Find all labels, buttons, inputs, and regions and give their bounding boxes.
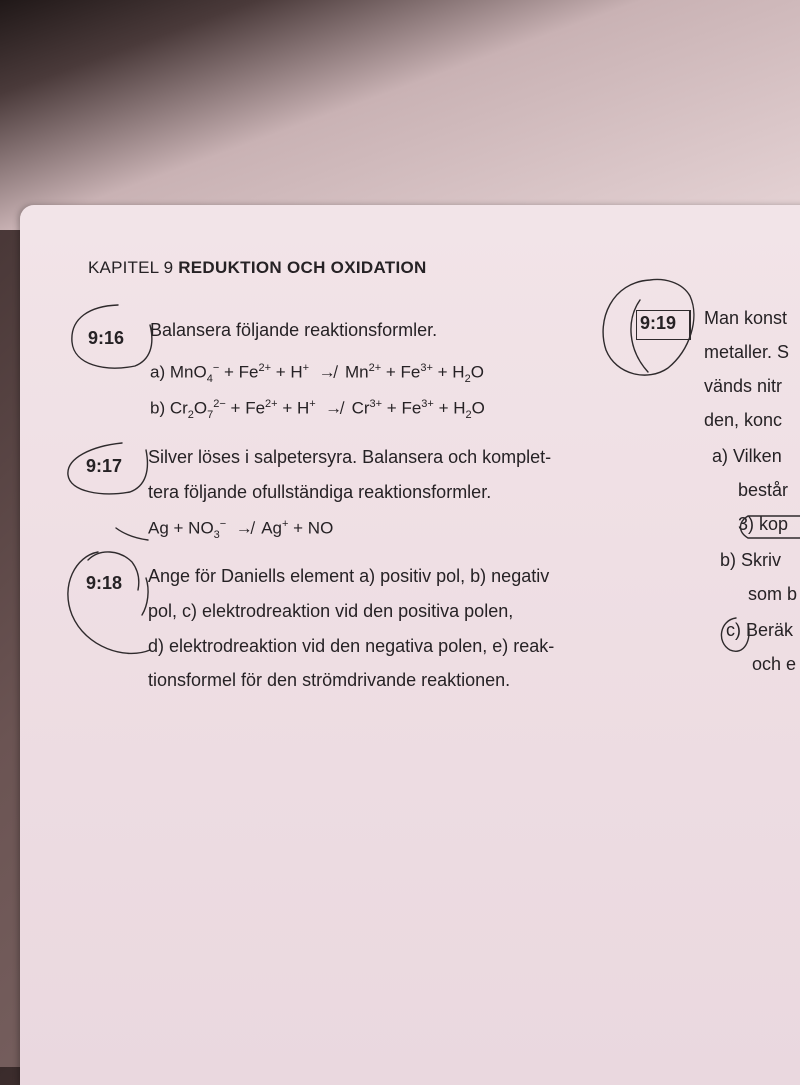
- exercise-919-line2: metaller. S: [704, 342, 789, 363]
- equation-916b: b) $Cr_2O_7^{2-} + Fe^{2+} + H^+$ ↛ $Cr^{3+} + Fe^{3+} + H_2O$: [150, 398, 485, 421]
- chapter-header: [88, 258, 427, 278]
- exercise-number-919: 9:19: [640, 313, 676, 334]
- exercise-number-918: 9:18: [86, 573, 122, 594]
- equation-label: a): [150, 363, 170, 382]
- exercise-918-line4: tionsformel för den strömdrivande reaktionen.: [148, 670, 510, 691]
- exercise-918-line2: pol, c) elektrodreaktion vid den positiva polen,: [148, 601, 513, 622]
- exercise-917-line1: Silver löses i salpetersyra. Balansera och komplet-: [148, 447, 551, 468]
- equation-916a: a) $MnO_4^- + Fe^{2+} + H^+$ ↛ $Mn^{2+} + Fe^{3+} + H_2O$: [150, 362, 484, 385]
- exercise-919-line1: Man konst: [704, 308, 787, 329]
- exercise-919-sub-a: a) Vilken: [712, 446, 782, 467]
- exercise-917-line2: tera följande ofullständiga reaktionsformler.: [148, 482, 491, 503]
- exercise-919-sub-c2: och e: [752, 654, 796, 675]
- exercise-number-917: 9:17: [86, 456, 122, 477]
- chapter-title: REDUKTION OCH OXIDATION: [178, 258, 426, 277]
- exercise-918-line1: Ange för Daniells element a) positiv pol, b) negativ: [148, 566, 549, 587]
- equation-917: $Ag + NO_3^-$ ↛ Ag+ + NO: [148, 518, 333, 541]
- background-surface: [0, 0, 800, 230]
- exercise-919-sub-c: c) Beräk: [726, 620, 793, 641]
- chapter-number: KAPITEL 9: [88, 258, 173, 277]
- exercise-919-sub-a3: 3) kop: [738, 514, 788, 535]
- exercise-919-box: [636, 310, 691, 340]
- not-equilibrium-arrow: ↛: [319, 363, 336, 382]
- exercise-number-916: 9:16: [88, 328, 124, 349]
- equation-label: b): [150, 399, 170, 418]
- exercise-919-line4: den, konc: [704, 410, 782, 431]
- exercise-919-sub-a2: består: [738, 480, 788, 501]
- exercise-919-sub-b: b) Skriv: [720, 550, 781, 571]
- exercise-919-sub-b2: som b: [748, 584, 797, 605]
- not-equilibrium-arrow: ↛: [236, 519, 253, 538]
- exercise-918-line3: d) elektrodreaktion vid den negativa polen, e) reak-: [148, 636, 554, 657]
- exercise-916-text: Balansera följande reaktionsformler.: [150, 320, 437, 341]
- not-equilibrium-arrow: ↛: [325, 399, 342, 418]
- exercise-919-line3: vänds nitr: [704, 376, 782, 397]
